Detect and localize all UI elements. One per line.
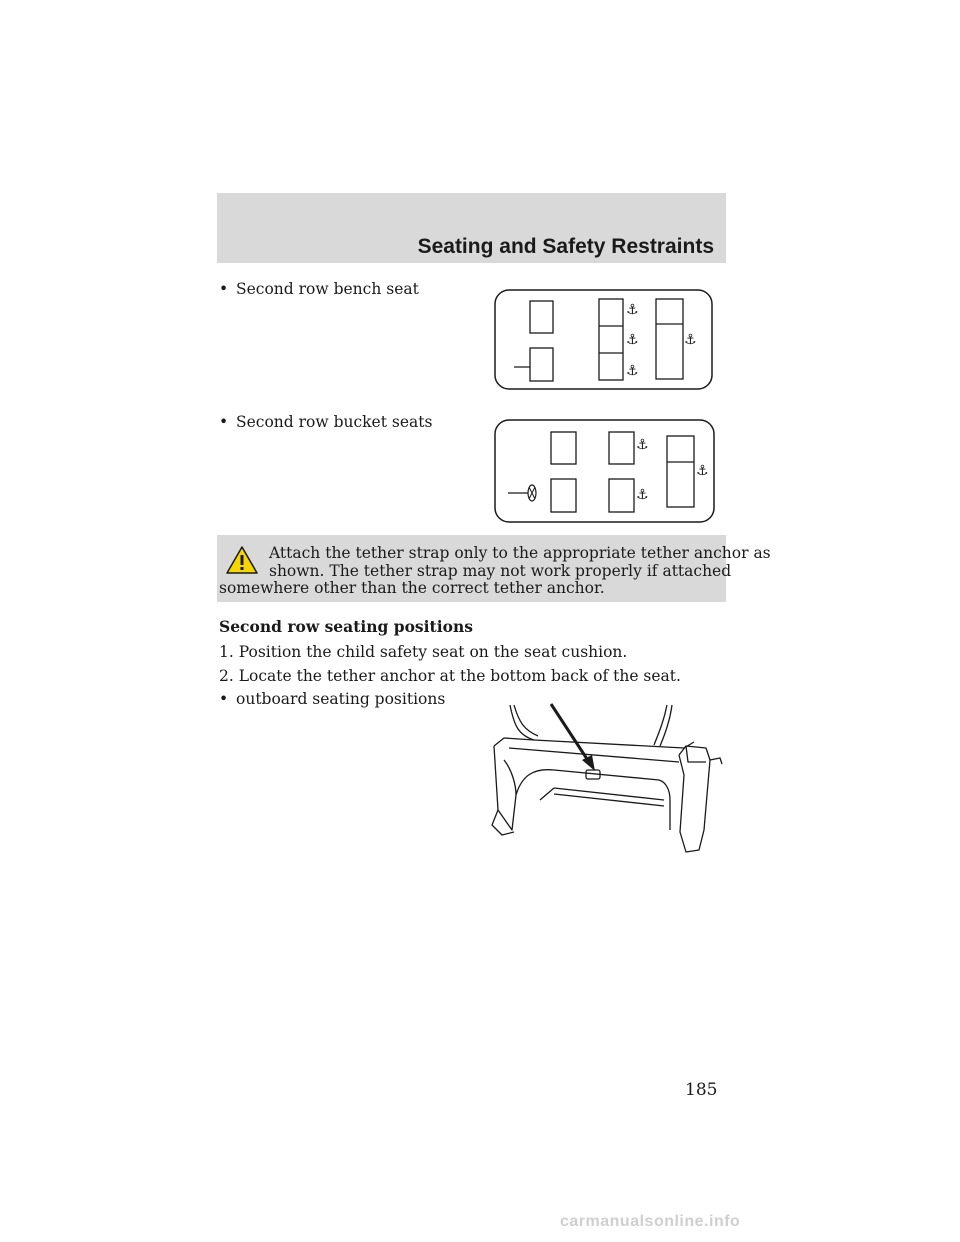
bullet-outboard: outboard seating positions: [236, 690, 446, 708]
step-2: 2. Locate the tether anchor at the bottom back of the seat.: [219, 667, 681, 685]
seat-anchor-illustration: [474, 700, 730, 860]
subheading: Second row seating positions: [219, 617, 473, 636]
warning-box: [217, 535, 771, 602]
watermark: carmanualsonline.info: [560, 1213, 741, 1230]
second-row-bucket-left: [609, 479, 634, 512]
bench-seat-diagram: [494, 289, 714, 391]
anchor-icon: ⚓: [636, 487, 649, 503]
page-number: 185: [685, 1080, 718, 1100]
front-seat-driver: [530, 348, 553, 381]
steering-wheel-icon: [528, 485, 536, 501]
arrow-head-icon: [582, 755, 595, 771]
warning-line-2: shown. The tether strap may not work properly if attached: [269, 562, 732, 580]
bullet-icon: •: [219, 413, 229, 431]
anchor-icon: ⚓: [626, 363, 639, 379]
front-seat-passenger: [551, 432, 576, 464]
warning-triangle-icon: [225, 545, 259, 575]
bullet-icon: •: [219, 690, 229, 708]
front-seat-driver: [551, 479, 576, 512]
warning-line-3: somewhere other than the correct tether anchor.: [219, 579, 605, 597]
section-header: [217, 193, 726, 263]
front-seat-passenger: [530, 301, 553, 333]
bullet-bench-seat: Second row bench seat: [236, 280, 419, 298]
anchor-icon: ⚓: [626, 302, 639, 318]
anchor-icon: ⚓: [636, 437, 649, 453]
second-row-bench: [599, 299, 623, 380]
third-row-seat: [656, 299, 683, 379]
bullet-icon: •: [219, 280, 229, 298]
second-row-bucket-right: [609, 432, 634, 464]
anchor-icon: ⚓: [626, 332, 639, 348]
bullet-bucket-seats: Second row bucket seats: [236, 413, 433, 431]
anchor-icon: ⚓: [684, 332, 697, 348]
section-title: Seating and Safety Restraints: [417, 235, 714, 258]
anchor-icon: ⚓: [696, 463, 709, 479]
step-1: 1. Position the child safety seat on the seat cushion.: [219, 643, 628, 661]
warning-line-1: Attach the tether strap only to the appropriate tether anchor as: [269, 544, 771, 562]
headrest-post-left: [510, 705, 534, 740]
bucket-seats-diagram: [494, 419, 716, 524]
third-row-seat: [667, 436, 694, 507]
headrest-post-right: [654, 705, 667, 745]
